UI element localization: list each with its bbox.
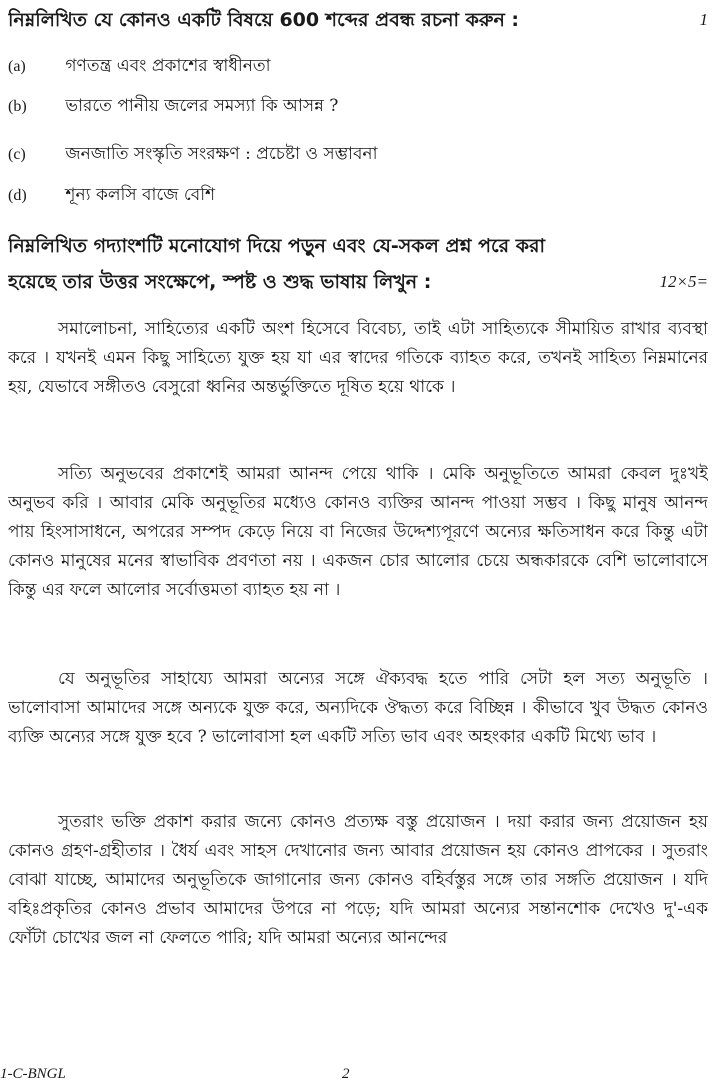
page-number: 2 [342,1066,350,1082]
paragraph-text: সত্যি অনুভবের প্রকাশেই আমরা আনন্দ পেয়ে থাকি । মেকি অনুভূতিতে আমরা কেবল দুঃখই অনুভব করি । আবার মেকি অনুভূতির মধ্যেও কোনও ব্যক্তির আনন্দ পাওয়া সম্ভব । কিছু মানুষ আনন্দ পায় হিংসাসাধনে, অপরের সম্পদ কেড়ে নিয়ে বা নিজের উদ্দেশ্যপূরণে অন্যের ক্ষতিসাধন করে কিন্তু এটা কোনও মানুষের মনের স্বাভাবিক প্রবণতা নয় । একজন চোর আলোর চেয়ে অন্ধকারকে বেশি ভালোবাসে কিন্তু এর ফলে আলোর সর্বোত্তমতা ব্যাহত হয় না । [8,464,708,600]
passage-question-heading-line1 [8,228,708,264]
essay-option-d [8,180,215,210]
essay-option-b [8,91,338,121]
option-text: ভারতে পানীয় জলের সমস্যা কি আসন্ন ? [65,96,339,116]
passage-heading-text-1: নিম্নলিখিত গদ্যাংশটি মনোযোগ দিয়ে পড়ুন এবং যে-সকল প্রশ্ন পরে করা [8,235,545,257]
option-text: জনজাতি সংস্কৃতি সংরক্ষণ : প্রচেষ্টা ও সম্ভাবনা [65,144,378,164]
passage-marks: 12×5= [659,272,708,291]
option-label: (c) [8,146,26,163]
passage-heading-text-2: হয়েছে তার উত্তর সংক্ষেপে, স্পষ্ট ও শুদ্ধ ভাষায় লিখুন : [8,271,432,293]
option-text: গণতন্ত্র এবং প্রকাশের স্বাধীনতা [65,56,271,76]
paper-code: 1-C-BNGL [0,1066,66,1082]
passage-paragraph-4 [8,808,708,1048]
passage-paragraph-2 [8,460,708,640]
essay-option-a [8,51,271,81]
option-text: শূন্য কলসি বাজে বেশি [65,185,216,205]
paragraph-text: যে অনুভূতির সাহায্যে আমরা অন্যের সঙ্গে ঐক্যবদ্ধ হতে পারি সেটা হল সত্য অনুভূতি । ভালোবাসা আমাদের সঙ্গে অন্যকে যুক্ত করে, অন্যদিকে ঔদ্ধত্য করে বিচ্ছিন্ন । কীভাবে খুব উদ্ধত কোনও ব্যক্তি অন্যের সঙ্গে যুক্ত হবে ? ভালোবাসা হল একটি সত্যি ভাব এবং অহংকার একটি মিথ্যে ভাব । [8,669,708,747]
essay-question-heading [8,2,708,38]
passage-question-heading-line2 [8,264,708,300]
paragraph-text: সমালোচনা, সাহিত্যের একটি অংশ হিসেবে বিবেচ্য, তাই এটা সাহিত্যকে সীমায়িত রাখার ব্যবস্থা করে । যখনই এমন কিছু সাহিত্যে যুক্ত হয় যা এর স্বাদের গতিকে ব্যাহত করে, তখনই সাহিত্য নিম্নমানের হয়, যেভাবে সঙ্গীতও বেসুরো ধ্বনির অন্তর্ভুক্তিতে দূষিত হয়ে থাকে । [8,319,708,397]
essay-marks: 1 [699,10,708,29]
option-label: (a) [8,58,26,75]
passage-paragraph-3 [8,665,708,785]
passage-paragraph-1 [8,315,708,435]
paragraph-text: সুতরাং ভক্তি প্রকাশ করার জন্যে কোনও প্রত্যক্ষ বস্তু প্রয়োজন । দয়া করার জন্য প্রয়োজন হয় কোনও গ্রহণ-গ্রহীতার । ধৈর্য এবং সাহস দেখানোর জন্য আবার প্রয়োজন হয় কোনও প্রাপকের । সুতরাং বোঝা যাচ্ছে, আমাদের অনুভূতিকে জাগানোর জন্য কোনও বহির্বস্তুর সঙ্গে তার সঙ্গতি প্রয়োজন । যদি বহিঃপ্রকৃতির কোনও প্রভাব আমাদের উপরে না পড়ে; যদি আমরা অন্যের সন্তানশোক দেখেও দু'-এক ফোঁটা চোখের জল না ফেলতে পারি; যদি আমরা অন্যের আনন্দের [8,812,708,948]
option-label: (d) [8,187,27,204]
option-label: (b) [8,98,27,115]
essay-heading-text: নিম্নলিখিত যে কোনও একটি বিষয়ে 600 শব্দের প্রবন্ধ রচনা করুন : [8,9,520,31]
essay-option-c [8,139,378,169]
